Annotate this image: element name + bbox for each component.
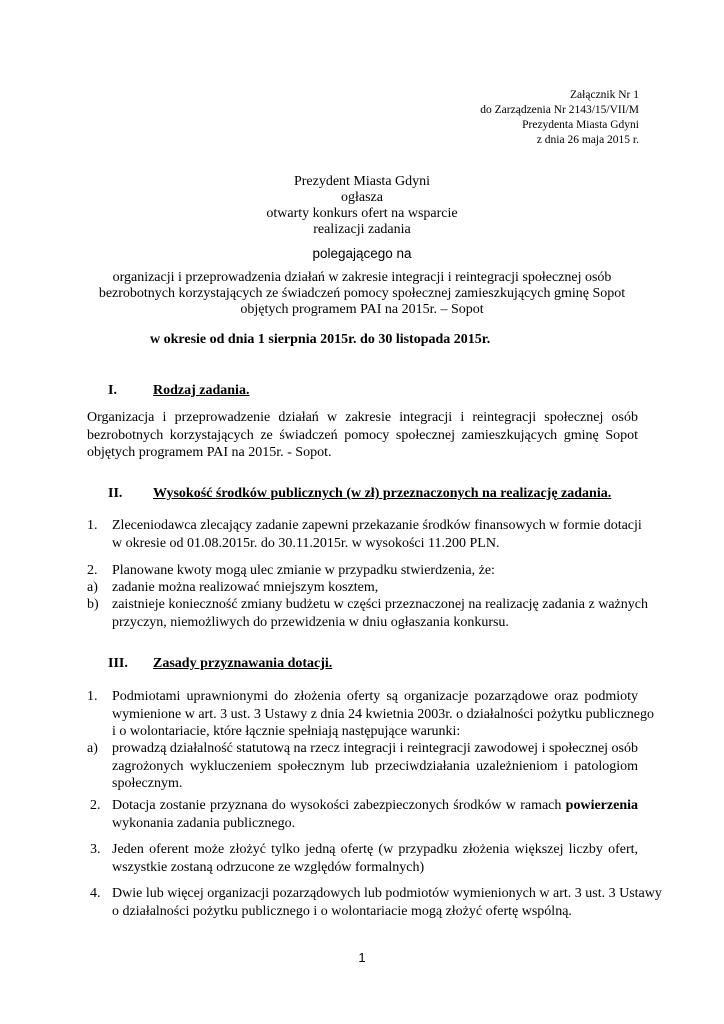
section-2-item-2-marker: 2. — [87, 563, 98, 578]
section-3-sub-a — [112, 740, 638, 793]
annex-line-3: Prezydenta Miasta Gdyni — [522, 119, 639, 131]
annex-line-4: z dnia 26 maja 2015 r. — [536, 134, 639, 146]
section-3-item-2-bold: powierzenia — [565, 798, 638, 813]
section-2-sub-b — [112, 596, 648, 631]
section-3-item-1-line-2: wymienione w art. 3 ust. 3 Ustawy z dnia 24 kwietnia 2003r. o działalności pożytku publicznego — [112, 706, 654, 722]
section-2-item-2-line-1: Planowane kwoty mogą ulec zmianie w przypadku stwierdzenia, że: — [112, 563, 495, 578]
section-1-number: I. — [108, 383, 117, 398]
section-3-sub-a-marker: a) — [87, 741, 98, 756]
section-2-sub-a-line-1: zadanie można realizować mniejszym kosztem, — [112, 580, 379, 595]
announcement-task-line-3: objętych programem PAI na 2015r. – Sopot — [240, 302, 484, 317]
section-3-item-3-line-1: Jeden oferent może złożyć tylko jedną ofertę (w przypadku złożenia większej liczby ofert, — [112, 842, 638, 857]
section-3-item-2-line-1 — [112, 797, 638, 815]
section-3-item-2-line-2: wykonania zadania publicznego. — [112, 815, 296, 831]
section-2-item-1-line-2: w okresie od 01.08.2015r. do 30.11.2015r. w wysokości 11.200 PLN. — [112, 535, 500, 551]
announcement-issuer: Prezydent Miasta Gdyni — [293, 174, 431, 189]
section-3-item-2-text: Dotacja zostanie przyznana do wysokości zabezpieczonych środków w ramach — [112, 798, 562, 813]
annex-line-2: do Zarządzenia Nr 2143/15/VII/M — [480, 104, 639, 116]
section-3-item-3-marker: 3. — [90, 842, 101, 857]
announcement-task-line-1: organizacji i przeprowadzenia działań w zakresie integracji i reintegracji społecznej osób — [112, 270, 612, 285]
announcement-verb: ogłasza — [341, 190, 383, 205]
section-2-sub-a — [112, 579, 638, 597]
section-3-item-2 — [112, 797, 638, 832]
section-1-title: Rodzaj zadania. — [153, 383, 250, 398]
section-3-item-4-marker: 4. — [90, 886, 101, 901]
section-3-title: Zasady przyznawania dotacji. — [153, 656, 333, 671]
section-2-sub-b-line-2: przyczyn, niemożliwych do przewidzenia w dniu ogłaszania konkursu. — [112, 614, 509, 630]
announcement-period: w okresie od dnia 1 sierpnia 2015r. do 30 listopada 2015r. — [150, 332, 491, 347]
section-3-item-2-marker: 2. — [90, 798, 101, 813]
section-3-item-1 — [112, 688, 654, 741]
section-3-sub-a-line-3: społecznym. — [112, 776, 183, 791]
annex-line-1: Załącznik Nr 1 — [570, 89, 639, 101]
section-3-number: III. — [108, 656, 128, 671]
announcement-consisting: polegającego na — [312, 246, 412, 261]
section-2-sub-b-marker: b) — [87, 597, 99, 612]
section-3-item-3-line-2: wszystkie zostaną odrzucone ze względów formalnych) — [112, 859, 425, 875]
section-2-sub-a-marker: a) — [87, 580, 98, 595]
section-2-number: II. — [108, 486, 123, 501]
section-2-item-2 — [112, 562, 638, 580]
section-2-title: Wysokość środków publicznych (w zł) przeznaczonych na realizację zadania. — [153, 486, 612, 501]
section-3-sub-a-line-1: prowadzą działalność statutową na rzecz integracji i reintegracji zawodowej i społecznej osób — [112, 741, 638, 756]
section-3-item-3 — [112, 841, 638, 876]
section-3-item-1-line-3: i o wolontariacie, które łącznie spełniają następujące warunki: — [112, 724, 461, 739]
announcement-task-label: realizacji zadania — [313, 222, 411, 237]
section-1-text-line-1: Organizacja i przeprowadzenie działań w zakresie integracji i reintegracji społecznej osób — [87, 410, 638, 425]
section-2-item-1 — [112, 517, 642, 552]
section-1-text-line-2: bezrobotnych korzystających ze świadczeń pomocy społecznej zamieszkujących gminę Sopot — [87, 427, 638, 443]
section-2-item-1-line-1: Zleceniodawca zlecający zadanie zapewni przekazanie środków finansowych w formie dotacji — [112, 518, 642, 533]
section-1-text — [87, 409, 638, 462]
section-1-text-line-3: objętych programem PAI na 2015r. - Sopot. — [87, 445, 332, 460]
announcement-task-line-2: bezrobotnych korzystających ze świadczeń pomocy społecznej zamieszkujących gminę Sopot — [98, 286, 626, 301]
section-3-sub-a-line-2: zagrożonych wykluczeniem społecznym lub przeciwdziałania uzależnieniom i patologiom — [112, 758, 638, 774]
section-3-item-4-line-1: Dwie lub więcej organizacji pozarządowych lub podmiotów wymienionych w art. 3 ust. 3 Ustawy — [112, 886, 662, 901]
section-3-item-4-line-2: o działalności pożytku publicznego i o wolontariacie mogą złożyć ofertę wspólną. — [112, 903, 572, 919]
section-2-item-1-marker: 1. — [87, 518, 98, 533]
page-number: 1 — [358, 950, 366, 965]
section-3-item-4 — [112, 885, 662, 920]
section-2-sub-b-line-1: zaistnieje konieczność zmiany budżetu w części przeznaczonej na realizację zadania z ważnych — [112, 597, 648, 612]
announcement-contest: otwarty konkurs ofert na wsparcie — [266, 206, 458, 221]
section-3-item-1-line-1: Podmiotami uprawnionymi do złożenia oferty są organizacje pozarządowe oraz podmioty — [112, 689, 638, 704]
section-3-item-1-marker: 1. — [87, 689, 98, 704]
